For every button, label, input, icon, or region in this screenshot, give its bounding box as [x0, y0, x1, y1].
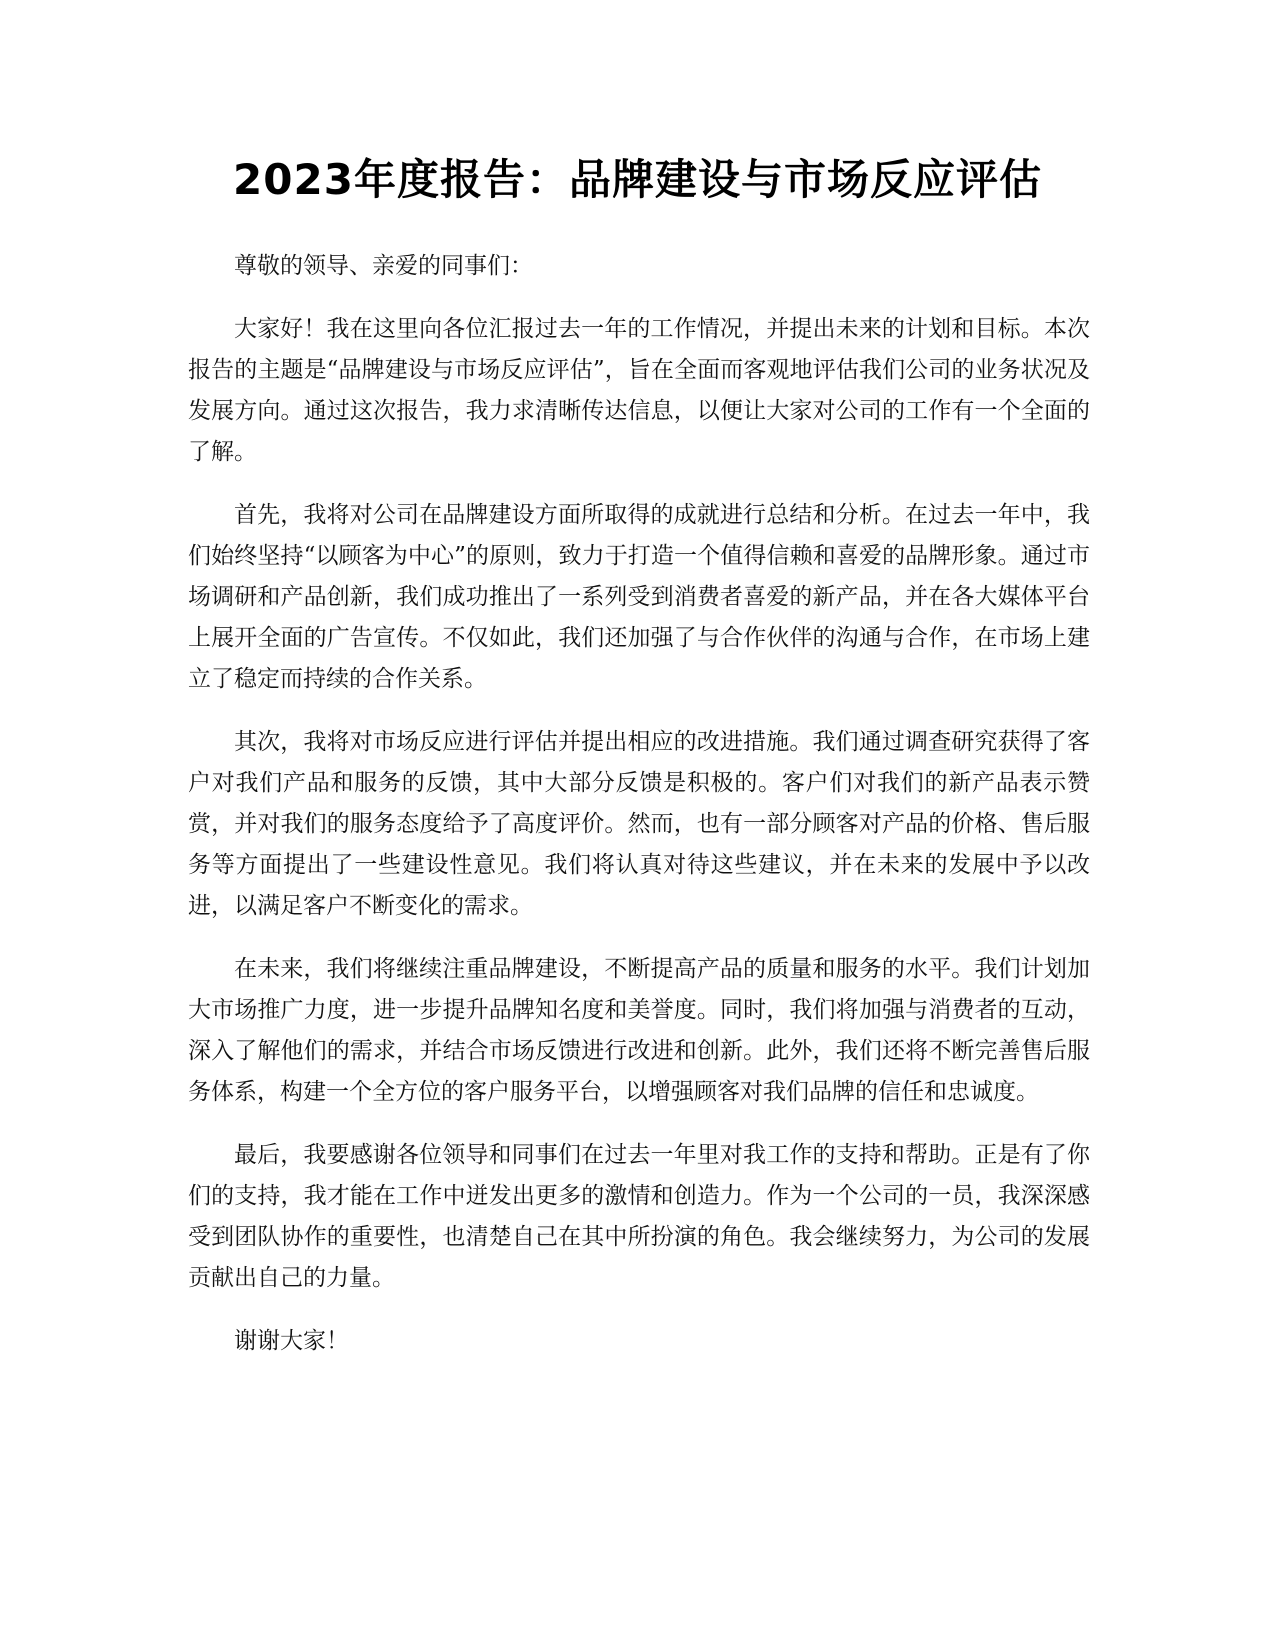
document-body — [188, 246, 1090, 1384]
closing-paragraph: 谢谢大家！ — [234, 1328, 349, 1354]
future-plan-paragraph: 在未来，我们将继续注重品牌建设，不断提高产品的质量和服务的水平。我们计划加大市场推广力度，进一步提升品牌知名度和美誉度。同时，我们将加强与消费者的互动，深入了解他们的需求，并结合市场反馈进行改进和创新。此外，我们还将不断完善售后服务体系，构建一个全方位的客户服务平台，以增强顾客对我们品牌的信任和忠诚度。 — [188, 956, 1090, 1105]
document-title: 2023年度报告：品牌建设与市场反应评估 — [233, 155, 1042, 204]
brand-building-paragraph: 首先，我将对公司在品牌建设方面所取得的成就进行总结和分析。在过去一年中，我们始终坚持“以顾客为中心”的原则，致力于打造一个值得信赖和喜爱的品牌形象。通过市场调研和产品创新，我们成功推出了一系列受到消费者喜爱的新产品，并在各大媒体平台上展开全面的广告宣传。不仅如此，我们还加强了与合作伙伴的沟通与合作，在市场上建立了稳定而持续的合作关系。 — [188, 502, 1090, 692]
market-response-paragraph: 其次，我将对市场反应进行评估并提出相应的改进措施。我们通过调查研究获得了客户对我们产品和服务的反馈，其中大部分反馈是积极的。客户们对我们的新产品表示赞赏，并对我们的服务态度给予了高度评价。然而，也有一部分顾客对产品的价格、售后服务等方面提出了一些建设性意见。我们将认真对待这些建议，并在未来的发展中予以改进，以满足客户不断变化的需求。 — [188, 729, 1090, 919]
intro-paragraph: 大家好！我在这里向各位汇报过去一年的工作情况，并提出未来的计划和目标。本次报告的主题是“品牌建设与市场反应评估”，旨在全面而客观地评估我们公司的业务状况及发展方向。通过这次报告，我力求清晰传达信息，以便让大家对公司的工作有一个全面的了解。 — [188, 316, 1090, 465]
thanks-paragraph: 最后，我要感谢各位领导和同事们在过去一年里对我工作的支持和帮助。正是有了你们的支持，我才能在工作中迸发出更多的激情和创造力。作为一个公司的一员，我深深感受到团队协作的重要性，也清楚自己在其中所扮演的角色。我会继续努力，为公司的发展贡献出自己的力量。 — [188, 1142, 1090, 1291]
salutation-paragraph: 尊敬的领导、亲爱的同事们： — [234, 253, 533, 279]
